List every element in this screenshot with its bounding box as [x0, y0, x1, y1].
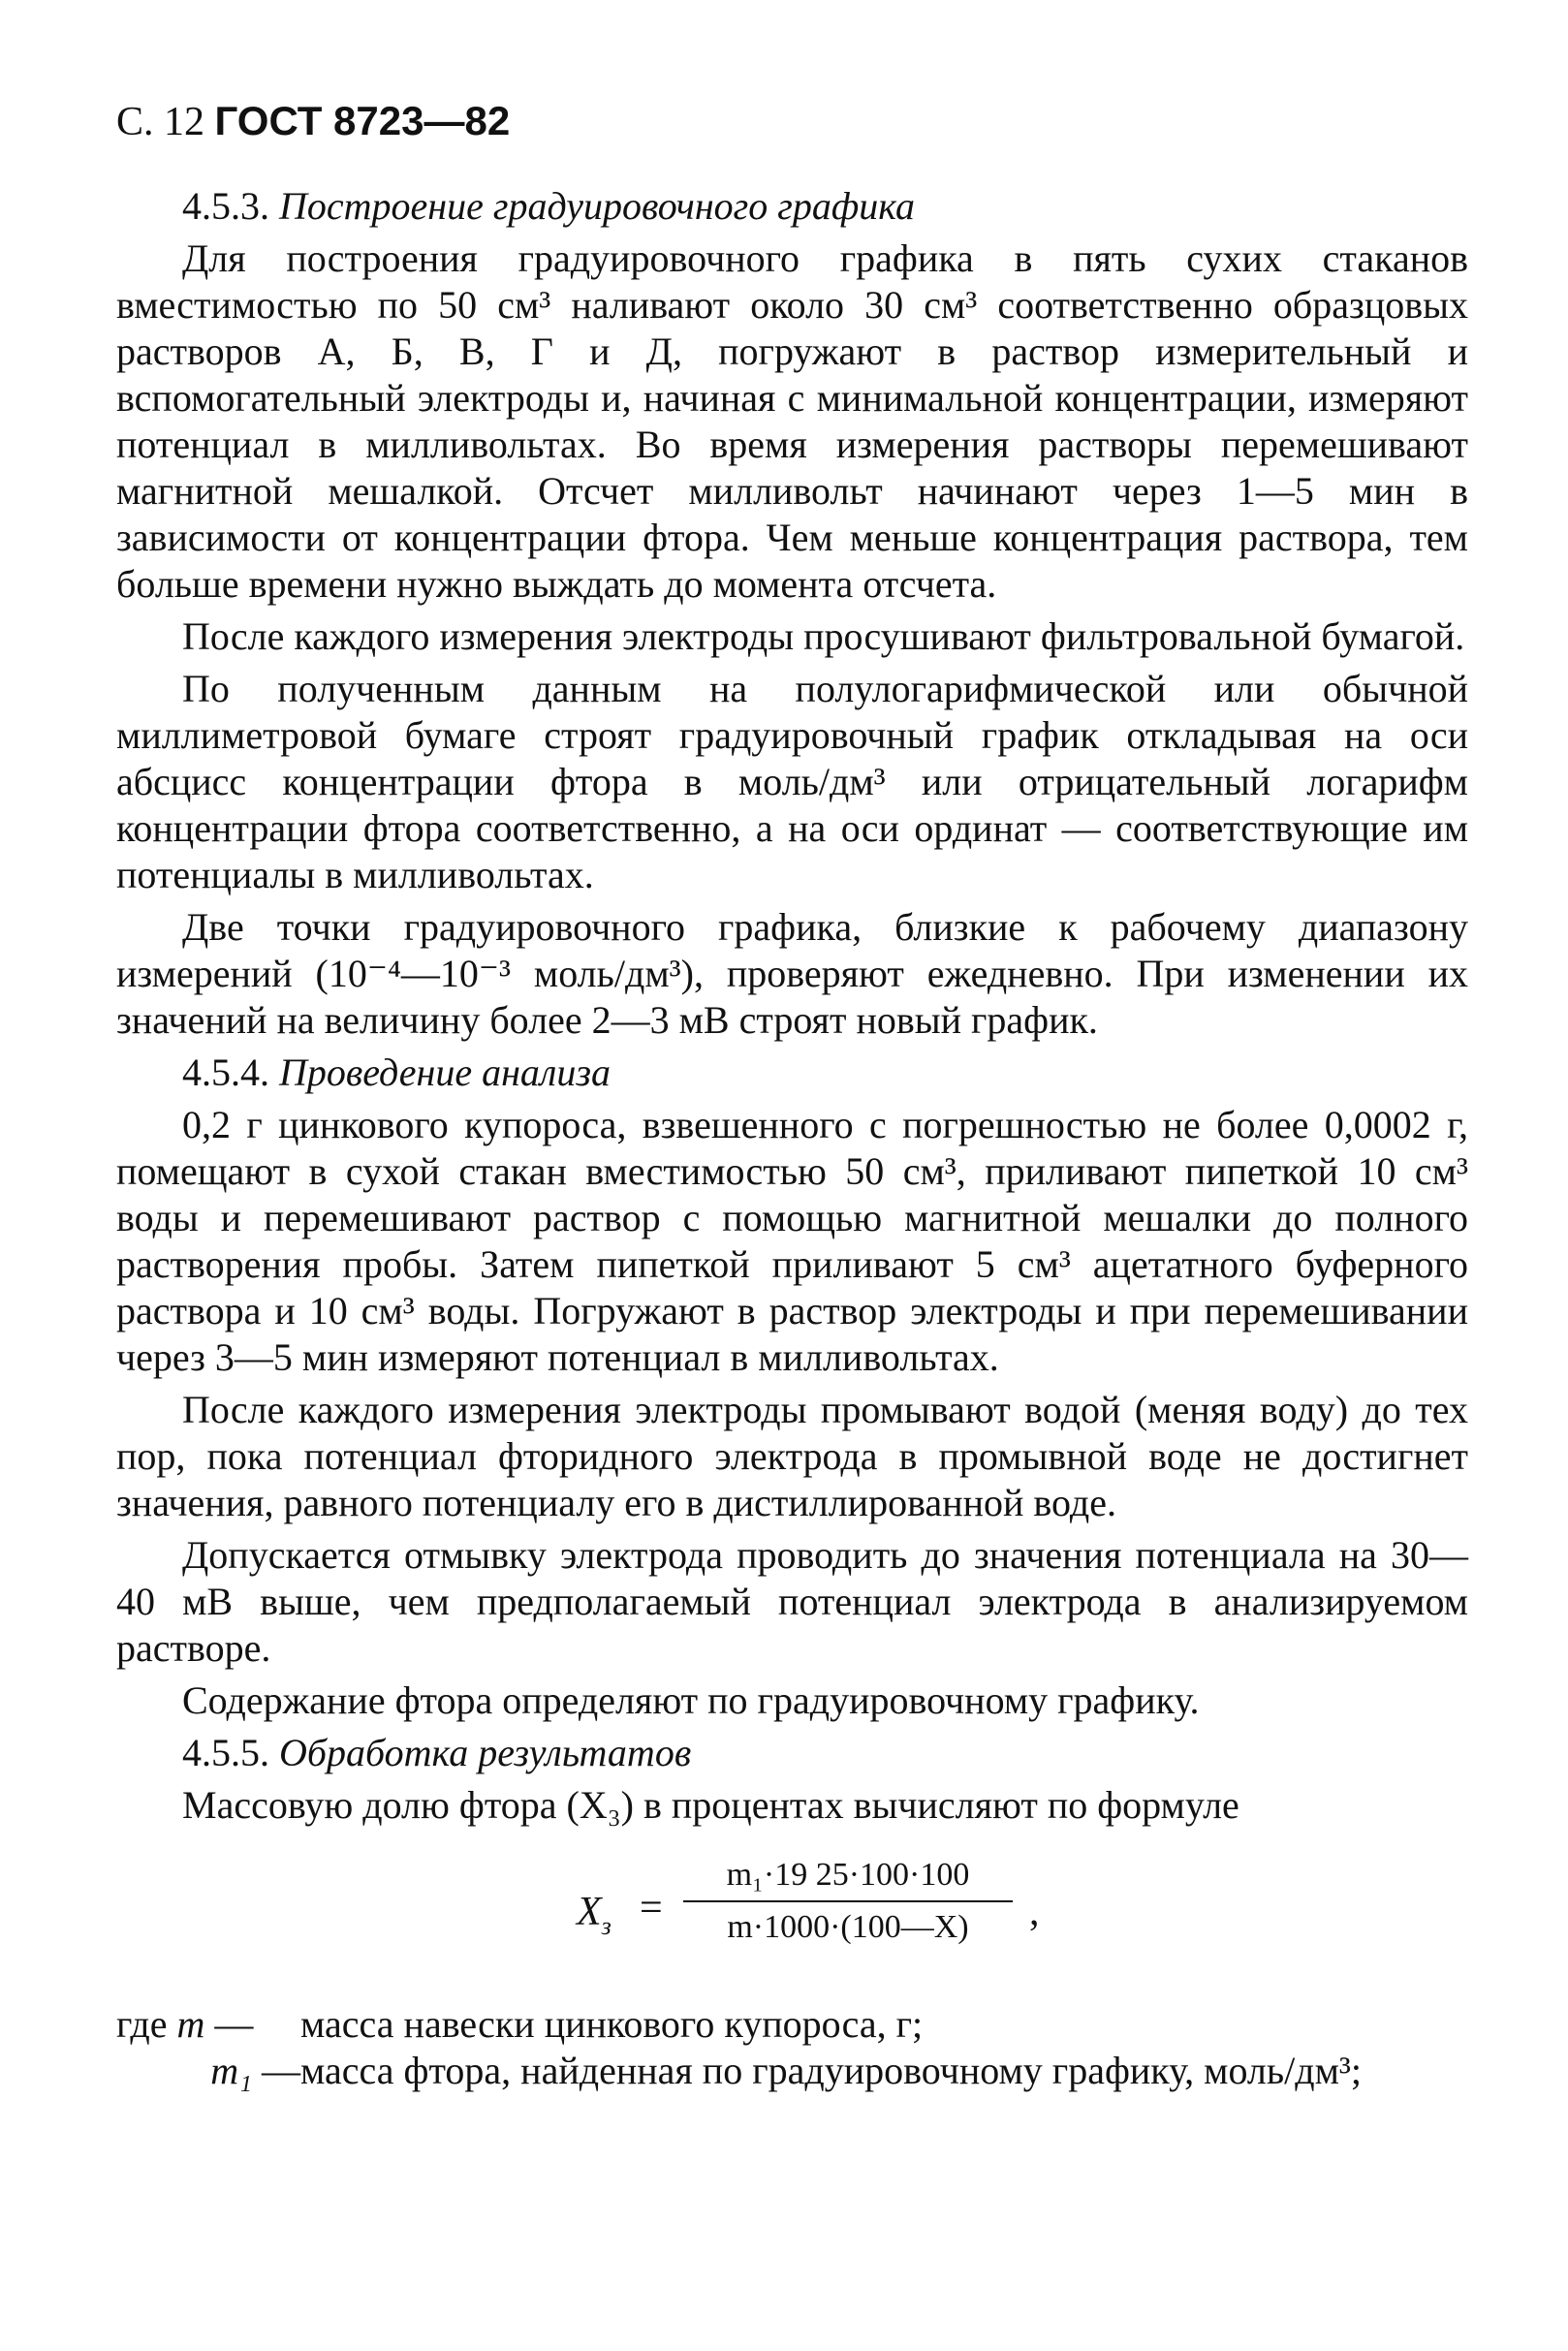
- formula-lhs: [577, 1889, 612, 1950]
- section-number: 4.5.3.: [182, 184, 269, 228]
- definition-symbol: m₁: [210, 2049, 252, 2092]
- definition-lead: [116, 2048, 300, 2094]
- document-page: [116, 97, 1468, 2094]
- formula-numerator: m₁·19 25·100·100: [683, 1854, 1013, 1902]
- formula: [116, 1850, 1468, 1976]
- formula-subscript: з: [601, 1912, 612, 1940]
- standard-code: ГОСТ 8723—82: [214, 98, 511, 143]
- section-number: 4.5.5.: [182, 1731, 269, 1774]
- definition-prefix: где: [116, 2002, 177, 2046]
- definition-item: [116, 2048, 1468, 2094]
- paragraph: 0,2 г цинкового купороса, взвешенного с погрешностью не более 0,0002 г, помещают в сухой стакан вместимостью 50 см³, приливают пипеткой 10 см³ воды и перемешивают раствор с помощью магнитной мешалки до полного растворения пробы. Затем пипеткой приливают 5 см³ ацетатного буферного раствора и 10 см³ воды. Погружают в раствор электроды и при перемешивании через 3—5 мин измеряют потенциал в милливольтах.: [116, 1103, 1468, 1379]
- section-title: Построение градуировочного графика: [279, 184, 915, 228]
- formula-denominator: m·1000·(100—X): [727, 1909, 969, 1945]
- formula-fraction: [683, 1854, 1013, 1949]
- section-title: Обработка результатов: [279, 1731, 692, 1774]
- section-number: 4.5.4.: [182, 1050, 269, 1094]
- definition-text: масса навески цинкового купороса, г;: [300, 2002, 924, 2046]
- definition-text: масса фтора, найденная по градуировочному графику, моль/дм³;: [300, 2049, 1362, 2092]
- definition-item: [116, 2001, 1468, 2048]
- definition-symbol: m: [176, 2002, 205, 2046]
- paragraph: По полученным данным на полулогарифмической или обычной миллиметровой бумаге строят градуировочный график откладывая на оси абсцисс концентрации фтора в моль/дм³ или отрицательный логарифм концентрации фтора соответственно, а на оси ординат — соответствующие им потенциалы в милливольтах.: [116, 667, 1468, 896]
- definitions-list: [116, 2001, 1468, 2094]
- formula-equals: =: [640, 1886, 663, 1930]
- definition-dash: —: [252, 2049, 300, 2092]
- paragraph: Допускается отмывку электрода проводить до значения потенциала на 30—40 мВ выше, чем предполагаемый потенциал электрода в анализируемом растворе.: [116, 1533, 1468, 1670]
- definition-lead: [116, 2001, 300, 2048]
- paragraph: Массовую долю фтора (X₃) в процентах вычисляют по формуле: [182, 1783, 1239, 1827]
- paragraph: После каждого измерения электроды просушивают фильтровальной бумагой.: [182, 614, 1465, 658]
- section-title: Проведение анализа: [279, 1050, 611, 1094]
- formula-comma: ,: [1029, 1890, 1040, 1934]
- paragraph: После каждого измерения электроды промывают водой (меняя воду) до тех пор, пока потенциал фторидного электрода в промывной воде не достигнет значения, равного потенциалу его в дистиллированной воде.: [116, 1388, 1468, 1524]
- formula-variable: X: [577, 1890, 602, 1934]
- page-number: С. 12: [116, 100, 205, 144]
- page-header: [116, 97, 1468, 146]
- paragraph: Для построения градуировочного графика в пять сухих стаканов вместимостью по 50 см³ наливают около 30 см³ соответственно образцовых растворов А, Б, В, Г и Д, погружают в раствор измерительный и вспомогательный электроды и, начиная с минимальной концентрации, измеряют потенциал в милливольтах. Во время измерения растворы перемешивают магнитной мешалкой. Отсчет милливольт начинают через 1—5 мин в зависимости от концентрации фтора. Чем меньше концентрация раствора, тем больше времени нужно выждать до момента отсчета.: [116, 236, 1468, 606]
- paragraph: Две точки градуировочного графика, близкие к рабочему диапазону измерений (10⁻⁴—10⁻³ моль/дм³), проверяют ежедневно. При изменении их значений на величину более 2—3 мВ строят новый график.: [116, 905, 1468, 1042]
- section-heading-453: [182, 183, 1468, 230]
- definition-dash: —: [204, 2002, 254, 2046]
- section-heading-455: [182, 1730, 1468, 1776]
- paragraph: Содержание фтора определяют по градуировочному графику.: [182, 1678, 1200, 1722]
- section-heading-454: [182, 1050, 1468, 1096]
